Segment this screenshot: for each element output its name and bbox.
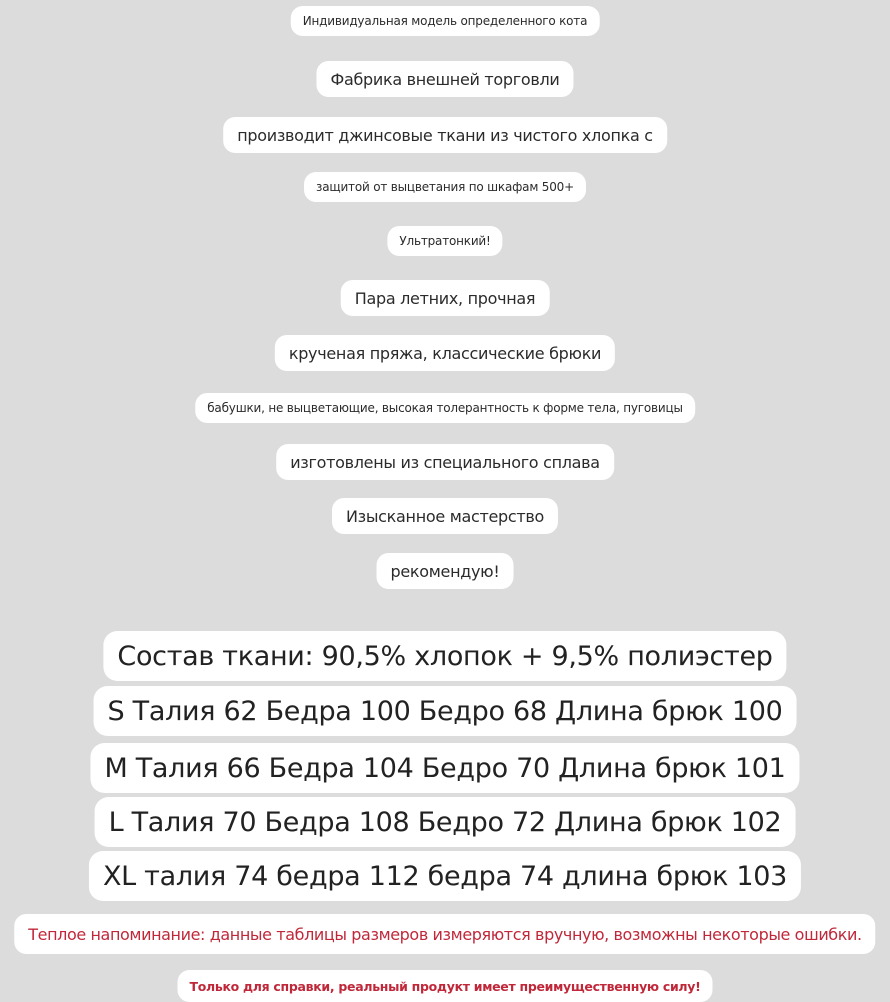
description-line: Изысканное мастерство [332,498,558,534]
description-line: изготовлены из специального сплава [276,444,614,480]
description-line: бабушки, не выцветающие, высокая толерантность к форме тела, пуговицы [195,393,695,423]
size-row-s: S Талия 62 Бедра 100 Бедро 68 Длина брюк 100 [94,686,797,736]
description-line: Ультратонкий! [387,226,502,256]
description-line: Индивидуальная модель определенного кота [291,6,600,36]
size-row-l: L Талия 70 Бедра 108 Бедро 72 Длина брюк 102 [95,797,796,847]
reference-note: Только для справки, реальный продукт имеет преимущественную силу! [177,970,712,1002]
description-line: производит джинсовые ткани из чистого хлопка с [223,117,667,153]
description-line: защитой от выцветания по шкафам 500+ [304,172,586,202]
fabric-composition: Состав ткани: 90,5% хлопок + 9,5% полиэстер [103,631,786,681]
measurement-reminder: Теплое напоминание: данные таблицы размеров измеряются вручную, возможны некоторые ошибки. [14,914,875,954]
description-line: Фабрика внешней торговли [316,61,573,97]
size-row-m: M Талия 66 Бедра 104 Бедро 70 Длина брюк 101 [90,743,799,793]
size-row-xl: XL талия 74 бедра 112 бедра 74 длина брюк 103 [89,851,801,901]
description-line: крученая пряжа, классические брюки [275,335,615,371]
description-line: рекомендую! [377,553,514,589]
description-line: Пара летних, прочная [341,280,550,316]
